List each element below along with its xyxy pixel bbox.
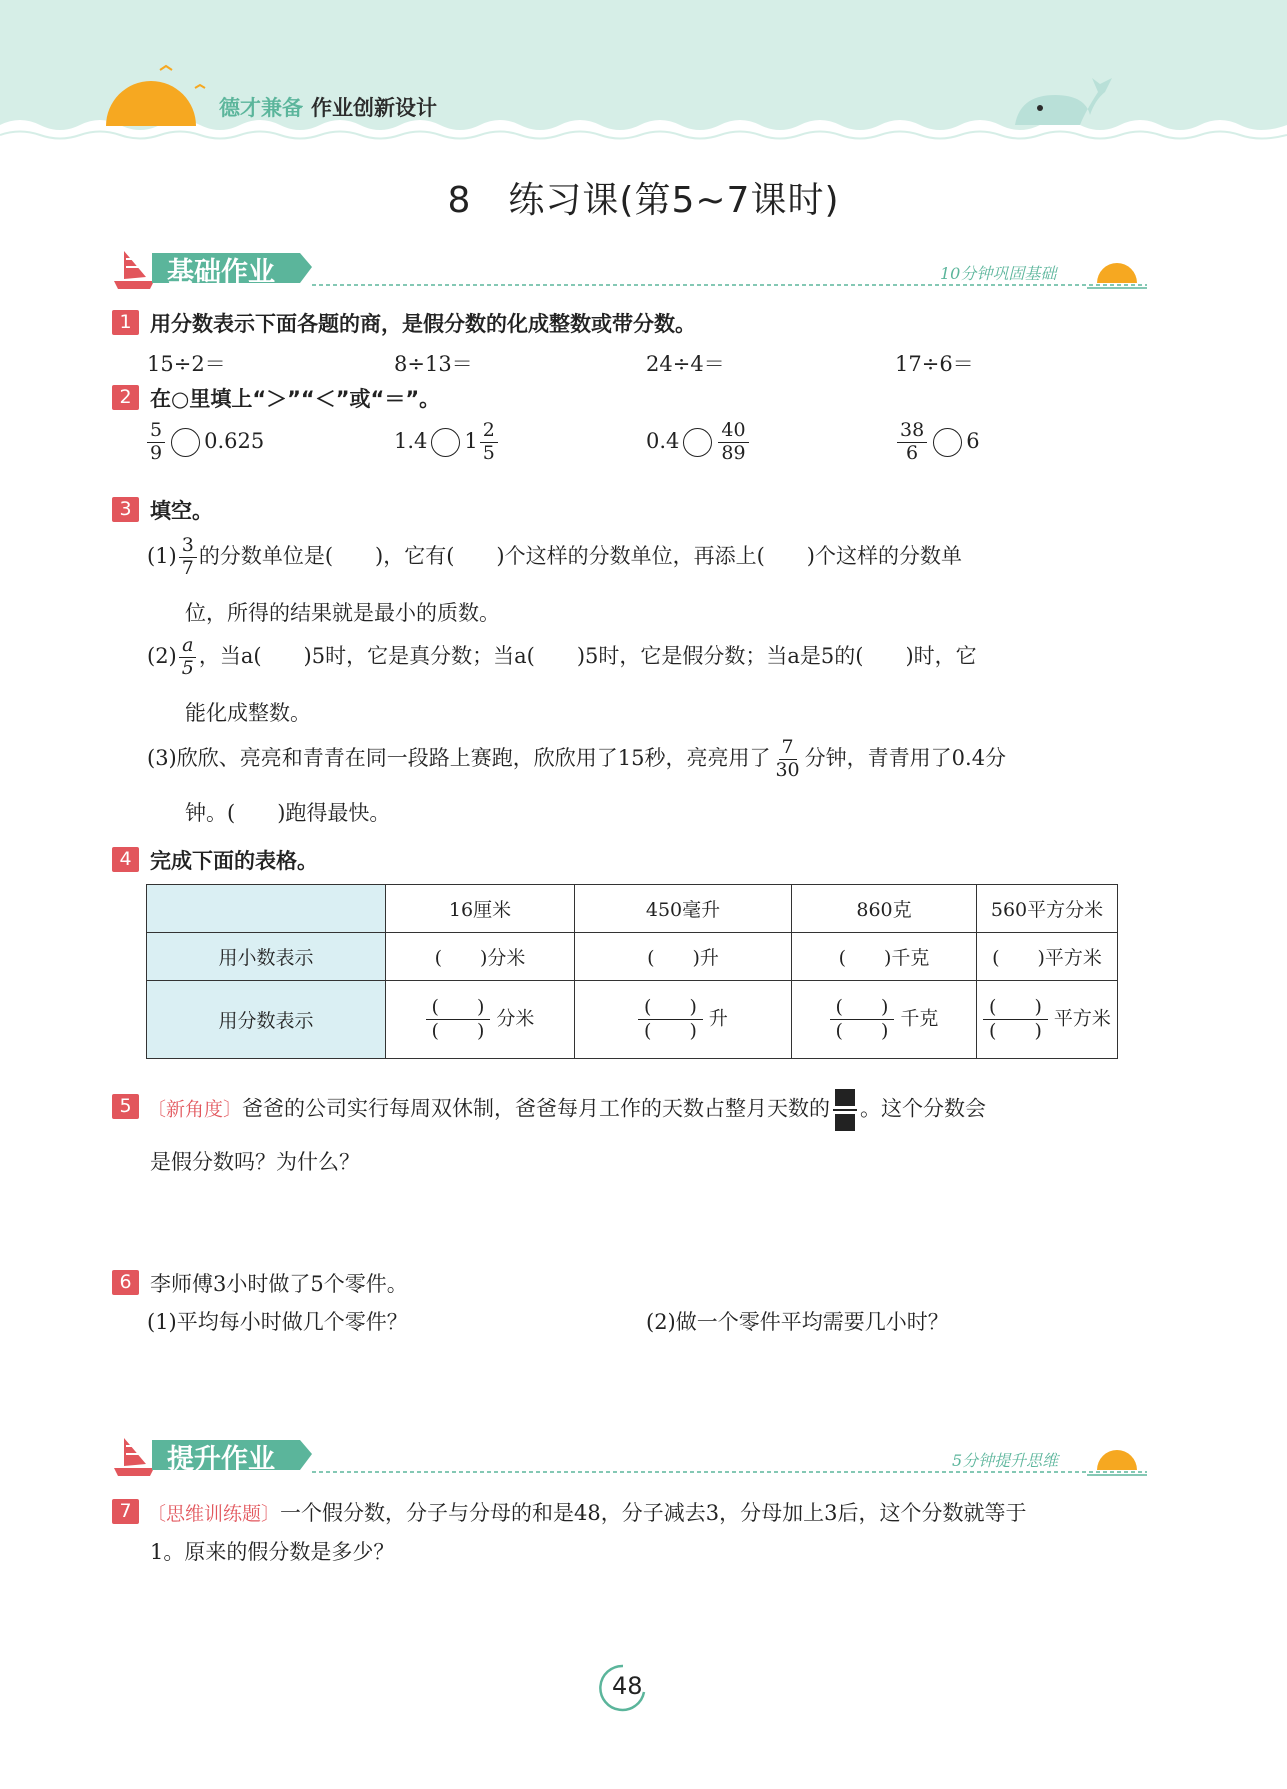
page-header (0, 0, 1287, 150)
section-header-basic (112, 245, 1147, 293)
table-row (147, 981, 1118, 1059)
table-cell[interactable]: ( ) ( ) 升 (575, 981, 792, 1059)
fraction: $\frac{2}{5}$ (480, 420, 498, 465)
page-title: 8 练习课(第5~7课时) (447, 180, 840, 221)
question-5-text: 〔新角度〕爸爸的公司实行每周双休制，爸爸每月工作的天数占整月天数的 。这个分数会 (147, 1089, 986, 1131)
question-1-text: 用分数表示下面各题的商，是假分数的化成整数或带分数。 (150, 312, 696, 336)
table-cell[interactable]: ( )千克 (792, 933, 977, 981)
question-number: 3 (112, 497, 139, 522)
brand-dark: 作业创新设计 (311, 96, 437, 120)
q1-item-1: 15÷2＝ (147, 352, 226, 376)
row-label: 用分数表示 (147, 981, 386, 1059)
compare-circle[interactable] (431, 428, 460, 457)
table-cell[interactable]: ( )平方米 (977, 933, 1118, 981)
table-cell[interactable]: ( )升 (575, 933, 792, 981)
question-4-text: 完成下面的表格。 (150, 849, 318, 873)
question-7-text: 〔思维训练题〕一个假分数，分子与分母的和是48，分子减去3，分母加上3后，这个分数就等于 (147, 1501, 1027, 1525)
q1-item-4: 17÷6＝ (895, 352, 974, 376)
question-6-text: 李师傅3小时做了5个零件。 (150, 1272, 408, 1296)
table-corner (147, 885, 386, 933)
table-header: 16厘米 (386, 885, 575, 933)
hidden-fraction-icon (833, 1089, 857, 1131)
section-label-basic: 基础作业 (167, 257, 275, 288)
table-cell[interactable]: ( ) ( ) 平方米 (977, 981, 1118, 1059)
q3-part-1: (1) $\frac{3}{7}$ 的分数单位是( )，它有( )个这样的分数单位，再添上( )个这样的分数单 (147, 534, 962, 579)
question-number: 5 (112, 1094, 139, 1119)
table-row (147, 885, 1118, 933)
question-6-part-1: (1)平均每小时做几个零件？ (147, 1310, 408, 1334)
header-decoration (0, 0, 1287, 150)
table-cell[interactable]: ( ) ( ) 千克 (792, 981, 977, 1059)
question-3-text: 填空。 (150, 499, 213, 523)
q2-item-b: 1.4 1 $\frac{2}{5}$ (394, 420, 500, 465)
fraction: $\frac{40}{89}$ (718, 420, 748, 465)
page-number: 48 (612, 1672, 643, 1700)
question-2-text: 在○里填上“＞”“＜”或“＝”。 (150, 387, 441, 411)
question-tag: 〔新角度〕 (147, 1098, 243, 1121)
table-header: 860克 (792, 885, 977, 933)
question-number: 4 (112, 847, 139, 872)
fraction: $\frac{a}{5}$ (179, 635, 197, 680)
question-number: 6 (112, 1270, 139, 1295)
q3-part-1-cont: 位，所得的结果就是最小的质数。 (185, 601, 500, 625)
q1-item-3: 24÷4＝ (646, 352, 725, 376)
question-number: 2 (112, 385, 139, 410)
question-number: 7 (112, 1499, 139, 1524)
ship-icon (114, 1468, 154, 1476)
question-5-cont: 是假分数吗？为什么？ (150, 1150, 360, 1174)
table-cell[interactable]: ( ) ( ) 分米 (386, 981, 575, 1059)
q2-item-d: $\frac{38}{6}$ 6 (895, 420, 980, 465)
whale-icon (1015, 78, 1112, 125)
brand-green: 德才兼备 (219, 96, 303, 120)
compare-circle[interactable] (171, 428, 200, 457)
fraction: $\frac{38}{6}$ (897, 420, 927, 465)
row-label: 用小数表示 (147, 933, 386, 981)
table-cell[interactable]: ( )分米 (386, 933, 575, 981)
question-tag: 〔思维训练题〕 (147, 1503, 281, 1525)
fraction: $\frac{5}{9}$ (147, 420, 165, 465)
brand (219, 92, 437, 122)
q3-part-3-cont: 钟。( )跑得最快。 (185, 801, 391, 825)
section-label-advanced: 提升作业 (167, 1444, 275, 1475)
table-header: 560平方分米 (977, 885, 1118, 933)
ship-icon (114, 281, 154, 289)
compare-circle[interactable] (683, 428, 712, 457)
question-number: 1 (112, 310, 139, 335)
section-right-basic: 10分钟巩固基础 (940, 264, 1057, 283)
q2-item-a: $\frac{5}{9}$ 0.625 (145, 420, 264, 465)
fraction: $\frac{7}{30}$ (775, 736, 800, 781)
table-header: 450毫升 (575, 885, 792, 933)
question-7-cont: 1。原来的假分数是多少？ (150, 1540, 395, 1564)
q3-part-2: (2) $\frac{a}{5}$ ，当a( )5时，它是真分数；当a( )5时，它是假分数；当a是5的( )时，它 (147, 634, 977, 679)
table-row (147, 933, 1118, 981)
q2-item-c: 0.4 $\frac{40}{89}$ (646, 420, 751, 465)
sun-icon (106, 81, 196, 126)
q3-part-3: (3)欣欣、亮亮和青青在同一段路上赛跑，欣欣用了15秒，亮亮用了 $\frac{7}{30}$ 分钟，青青用了0.4分 (147, 736, 1007, 781)
question-6-part-2: (2)做一个零件平均需要几小时？ (646, 1310, 949, 1334)
compare-circle[interactable] (933, 428, 962, 457)
section-header-advanced (112, 1432, 1147, 1480)
fraction: $\frac{3}{7}$ (179, 535, 197, 580)
conversion-table (146, 884, 1118, 1059)
q3-part-2-cont: 能化成整数。 (185, 701, 311, 725)
q1-item-2: 8÷13＝ (394, 352, 473, 376)
section-right-advanced: 5分钟提升思维 (952, 1451, 1059, 1470)
